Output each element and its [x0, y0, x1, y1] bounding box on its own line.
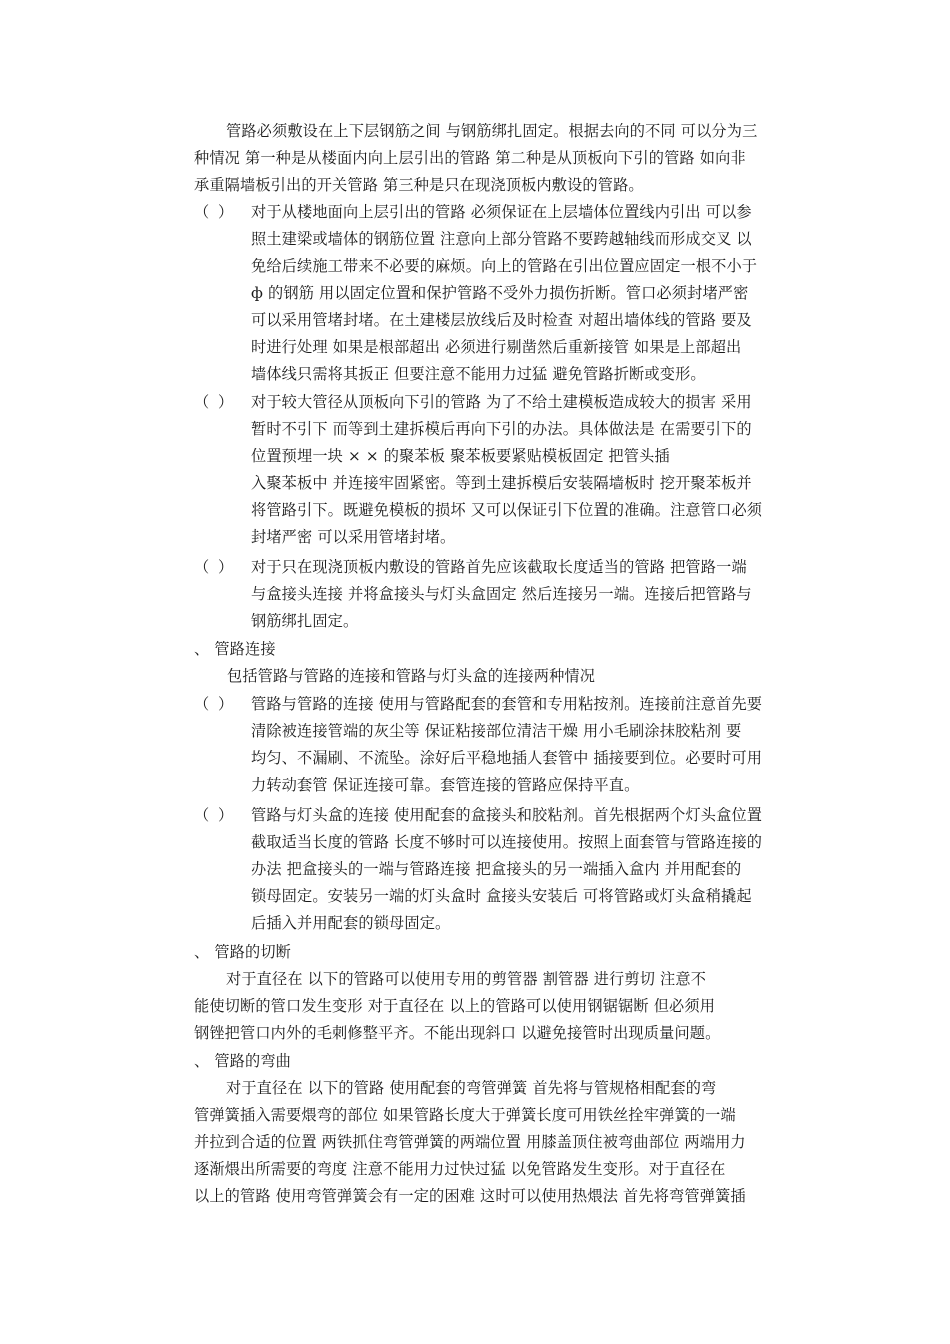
- intro-line: 承重隔墙板引出的开关管路 第三种是只在现浇顶板内敷设的管路。: [194, 176, 644, 194]
- paragraph-line: 逐渐煨出所需要的弯度 注意不能用力过快过猛 以免管路发生变形。对于直径在: [194, 1160, 726, 1178]
- item-line: 对于从楼地面向上层引出的管路 必须保证在上层墙体位置线内引出 可以参: [251, 203, 752, 221]
- item-line: 截取适当长度的管路 长度不够时可以连接使用。按照上面套管与管路连接的: [251, 833, 763, 851]
- item-line: 均匀、不漏刷、不流坠。涂好后平稳地插人套管中 插接要到位。必要时可用: [251, 749, 763, 767]
- item-line: 管路与管路的连接 使用与管路配套的套管和专用粘按剂。连接前注意首先要: [251, 695, 763, 713]
- item-line: 办法 把盒接头的一端与管路连接 把盒接头的另一端插入盒内 并用配套的: [251, 860, 742, 878]
- item-line: 入聚苯板中 并连接牢固紧密。等到土建拆模后安装隔墙板时 挖开聚苯板并: [251, 474, 752, 492]
- item-line: 将管路引下。既避免模板的损坏 又可以保证引下位置的准确。注意管口必须: [251, 501, 763, 519]
- item-line: 墙体线只需将其扳正 但要注意不能用力过猛 避免管路折断或变形。: [251, 365, 706, 383]
- paragraph-line: 能使切断的管口发生变形 对于直径在 以上的管路可以使用钢锯锯断 但必须用: [194, 997, 716, 1015]
- item-line: ф 的钢筋 用以固定位置和保护管路不受外力损伤折断。管口必须封堵严密: [251, 284, 749, 302]
- paragraph-line: 对于直径在 以下的管路可以使用专用的剪管器 割管器 进行剪切 注意不: [226, 970, 707, 988]
- item-line: 清除被连接管端的灰尘等 保证粘接部位清洁干燥 用小毛刷涂抹胶粘剂 要: [251, 722, 742, 740]
- item-marker: （ ）: [194, 695, 236, 713]
- section-heading: 、 管路的弯曲: [194, 1052, 292, 1070]
- item-line: 照土建梁或墙体的钢筋位置 注意向上部分管路不要跨越轴线而形成交叉 以: [251, 230, 752, 248]
- paragraph-line: 以上的管路 使用弯管弹簧会有一定的困难 这时可以使用热煨法 首先将弯管弹簧插: [194, 1187, 746, 1205]
- item-marker: （ ）: [194, 203, 236, 221]
- item-line: 暂时不引下 而等到土建拆模后再向下引的办法。具体做法是 在需要引下的: [251, 420, 752, 438]
- item-marker: （ ）: [194, 558, 236, 576]
- section-heading: 、 管路的切断: [194, 943, 292, 961]
- item-line: 管路与灯头盒的连接 使用配套的盒接头和胶粘剂。首先根据两个灯头盒位置: [251, 806, 763, 824]
- paragraph-line: 钢锉把管口内外的毛刺修整平齐。不能出现斜口 以避免接管时出现质量问题。: [194, 1024, 721, 1042]
- section-lead: 包括管路与管路的连接和管路与灯头盒的连接两种情况: [227, 667, 596, 685]
- item-line: 免给后续施工带来不必要的麻烦。向上的管路在引出位置应固定一根不小于: [251, 257, 758, 275]
- item-marker: （ ）: [194, 393, 236, 411]
- item-line: 锁母固定。安装另一端的灯头盒时 盒接头安装后 可将管路或灯头盒稍撬起: [251, 887, 752, 905]
- item-line: 对于较大管径从顶板向下引的管路 为了不给土建模板造成较大的损害 采用: [251, 393, 752, 411]
- intro-line: 种情况 第一种是从楼面内向上层引出的管路 第二种是从顶板向下引的管路 如向非: [194, 149, 746, 167]
- paragraph-line: 管弹簧插入需要煨弯的部位 如果管路长度大于弹簧长度可用铁丝拴牢弹簧的一端: [194, 1106, 736, 1124]
- paragraph-line: 对于直径在 以下的管路 使用配套的弯管弹簧 首先将与管规格相配套的弯: [226, 1079, 717, 1097]
- item-line: 与盒接头连接 并将盒接头与灯头盒固定 然后连接另一端。连接后把管路与: [251, 585, 752, 603]
- item-line: 力转动套管 保证连接可靠。套管连接的管路应保持平直。: [251, 776, 640, 794]
- paragraph-line: 并拉到合适的位置 两铁抓住弯管弹簧的两端位置 用膝盖顶住被弯曲部位 两端用力: [194, 1133, 746, 1151]
- item-line: 钢筋绑扎固定。: [251, 612, 359, 630]
- item-line: 时进行处理 如果是根部超出 必须进行剔凿然后重新接管 如果是上部超出: [251, 338, 742, 356]
- intro-line: 管路必须敷设在上下层钢筋之间 与钢筋绑扎固定。根据去向的不同 可以分为三: [226, 122, 758, 140]
- item-line: 对于只在现浇顶板内敷设的管路首先应该截取长度适当的管路 把管路一端: [251, 558, 747, 576]
- section-heading: 、 管路连接: [194, 640, 276, 658]
- item-line: 后插入并用配套的锁母固定。: [251, 914, 451, 932]
- item-line: 封堵严密 可以采用管堵封堵。: [251, 528, 456, 546]
- item-line: 位置预埋一块 × × 的聚苯板 聚苯板要紧贴模板固定 把管头插: [251, 447, 670, 465]
- item-marker: （ ）: [194, 806, 236, 824]
- item-line: 可以采用管堵封堵。在土建楼层放线后及时检查 对超出墙体线的管路 要及: [251, 311, 752, 329]
